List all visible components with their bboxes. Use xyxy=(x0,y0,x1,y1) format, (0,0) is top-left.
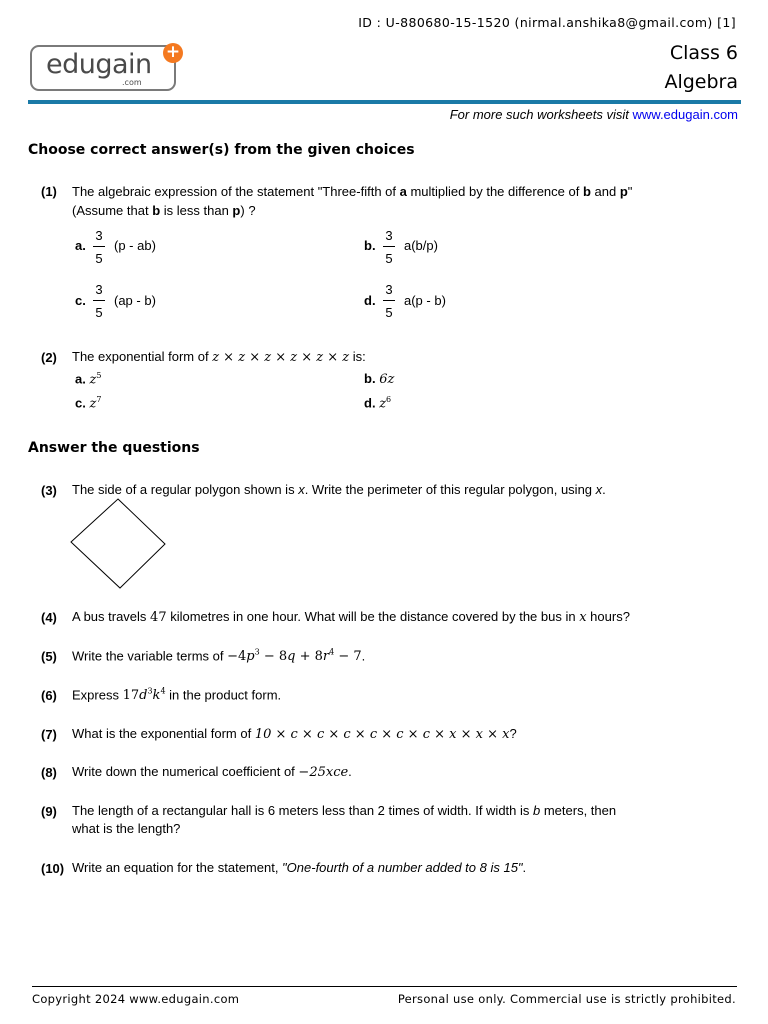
question-text xyxy=(72,860,526,875)
visit-text: For more such worksheets visit xyxy=(449,107,633,122)
question-text xyxy=(72,609,630,625)
math-expression: 10 × c × c × c × c × c × c × x × x × x xyxy=(254,727,510,742)
option-letter: b. xyxy=(364,238,376,253)
option-letter: a. xyxy=(75,371,86,387)
header-divider xyxy=(28,100,741,104)
variable: x xyxy=(595,482,603,497)
text-run: hours? xyxy=(586,609,630,624)
denominator: 5 xyxy=(95,251,103,266)
math-base: 6z xyxy=(379,372,395,387)
text-run: Write the variable terms of xyxy=(72,648,228,664)
question-number: (8) xyxy=(41,765,57,780)
question-text xyxy=(72,482,606,497)
math-number: 47 xyxy=(150,610,167,625)
question-number: (4) xyxy=(41,610,57,625)
option-label[interactable] xyxy=(364,293,376,308)
text-run: Express xyxy=(72,687,123,703)
text-run: and xyxy=(590,184,620,199)
edugain-logo[interactable] xyxy=(30,45,176,91)
topic-label: Algebra xyxy=(664,71,738,93)
question-text xyxy=(72,803,616,818)
question-text xyxy=(72,726,517,742)
option-expression: a(b/p) xyxy=(404,238,438,253)
question-text xyxy=(72,184,632,199)
option-letter: b. xyxy=(364,371,376,386)
option-letter: c. xyxy=(75,395,86,411)
text-run: . xyxy=(522,860,527,875)
option-letter: d. xyxy=(364,395,376,411)
fraction-bar xyxy=(383,300,395,301)
question-number: (6) xyxy=(41,688,57,703)
text-bold: b xyxy=(582,184,591,199)
option-expression: (ap - b) xyxy=(114,293,156,308)
math-expression: z × z × z × z × z × z xyxy=(212,350,350,365)
text-run: The algebraic expression of the statement "Three-fifth of xyxy=(72,184,400,199)
question-number: (1) xyxy=(41,184,57,199)
option-expression: a(p - b) xyxy=(404,293,446,308)
text-run: Write down the numerical coefficient of xyxy=(72,764,299,779)
math-base: z xyxy=(379,396,387,412)
option-b[interactable] xyxy=(364,371,394,387)
text-bold: p xyxy=(619,184,628,199)
question-number: (10) xyxy=(41,861,65,876)
text-bold: a xyxy=(399,184,407,199)
class-label: Class 6 xyxy=(669,42,738,64)
fraction-bar xyxy=(383,246,395,247)
question-text xyxy=(72,349,366,365)
text-run: (Assume that xyxy=(72,203,153,218)
statement-quote: "One-fourth of a number added to 8 is 15" xyxy=(282,860,523,875)
footer-divider xyxy=(32,986,737,987)
option-a[interactable] xyxy=(75,371,101,387)
denominator: 5 xyxy=(385,305,393,320)
section-title-answer: Answer the questions xyxy=(28,440,200,456)
math-exponent: 6 xyxy=(386,395,392,404)
option-c[interactable] xyxy=(75,395,101,411)
footer-notice: Personal use only. Commercial use is strictly prohibited. xyxy=(397,992,736,1006)
numerator: 3 xyxy=(385,228,393,243)
logo-plus-icon: + xyxy=(163,43,183,63)
text-run: kilometres in one hour. What will be the distance covered by the bus in xyxy=(166,609,580,624)
text-run: The length of a rectangular hall is 6 meters less than 2 times of width. If width is xyxy=(72,803,533,818)
option-label[interactable] xyxy=(75,293,86,308)
math-base: z xyxy=(89,372,97,388)
math-variable: x xyxy=(579,610,587,625)
option-expression: (p - ab) xyxy=(114,238,156,253)
text-run: ? xyxy=(509,726,517,741)
section-title-choices: Choose correct answer(s) from the given choices xyxy=(28,142,415,158)
question-number: (7) xyxy=(41,727,57,742)
denominator: 5 xyxy=(95,305,103,320)
polygon-figure xyxy=(68,497,170,593)
math-expression: −25xce xyxy=(298,765,349,780)
text-run: . Write the perimeter of this regular polygon, using xyxy=(304,482,596,497)
logo-wordmark: edugain xyxy=(46,49,152,80)
variable: b xyxy=(533,803,541,818)
math-expression: $-4p^3 - 8q + 8r^4 - 7$ xyxy=(227,648,362,665)
visit-line xyxy=(450,107,738,122)
math-expression: $17d^3k^4$ xyxy=(122,687,166,704)
text-run: Write an equation for the statement, xyxy=(72,860,283,875)
square-polygon xyxy=(71,499,165,588)
text-run: is: xyxy=(349,349,366,364)
footer-copyright: Copyright 2024 www.edugain.com xyxy=(32,992,240,1006)
question-text xyxy=(72,764,352,780)
worksheet-id: ID : U-880680-15-1520 (nirmal.anshika8@gmail.com) [1] xyxy=(358,15,736,30)
text-run: in the product form. xyxy=(165,687,282,703)
question-number: (5) xyxy=(41,649,57,664)
text-run: . xyxy=(602,482,606,497)
numerator: 3 xyxy=(385,282,393,297)
variable: x xyxy=(298,482,305,497)
text-run: . xyxy=(361,648,366,664)
text-bold: p xyxy=(232,203,241,218)
denominator: 5 xyxy=(385,251,393,266)
numerator: 3 xyxy=(95,228,103,243)
math-exponent: 7 xyxy=(96,395,102,404)
question-number: (9) xyxy=(41,804,57,819)
text-bold: b xyxy=(152,203,161,218)
text-run: . xyxy=(348,764,352,779)
question-text-line2: what is the length? xyxy=(72,821,181,836)
numerator: 3 xyxy=(95,282,103,297)
question-text-line2 xyxy=(72,203,256,218)
text-run: is less than xyxy=(160,203,233,218)
option-label[interactable] xyxy=(364,238,376,253)
text-run: multiplied by the difference of xyxy=(406,184,583,199)
text-run: ) ? xyxy=(240,203,256,218)
math-exponent: 5 xyxy=(96,371,102,380)
option-letter: d. xyxy=(364,293,376,308)
question-text xyxy=(72,648,365,664)
logo-com: .com xyxy=(122,78,142,87)
text-run: A bus travels xyxy=(72,609,151,624)
text-run: The exponential form of xyxy=(72,349,213,364)
fraction-bar xyxy=(93,246,105,247)
option-letter: c. xyxy=(75,293,86,308)
option-label[interactable] xyxy=(75,238,86,253)
edugain-link[interactable]: www.edugain.com xyxy=(632,107,738,122)
option-letter: a. xyxy=(75,238,86,253)
question-number: (2) xyxy=(41,350,57,365)
text-run: meters, then xyxy=(540,803,617,818)
question-number: (3) xyxy=(41,483,57,498)
fraction-bar xyxy=(93,300,105,301)
text-run: What is the exponential form of xyxy=(72,726,255,741)
option-d[interactable] xyxy=(364,395,391,411)
text-run: The side of a regular polygon shown is xyxy=(72,482,299,497)
math-base: z xyxy=(89,396,97,412)
text-run: " xyxy=(627,184,633,199)
question-text xyxy=(72,687,281,703)
